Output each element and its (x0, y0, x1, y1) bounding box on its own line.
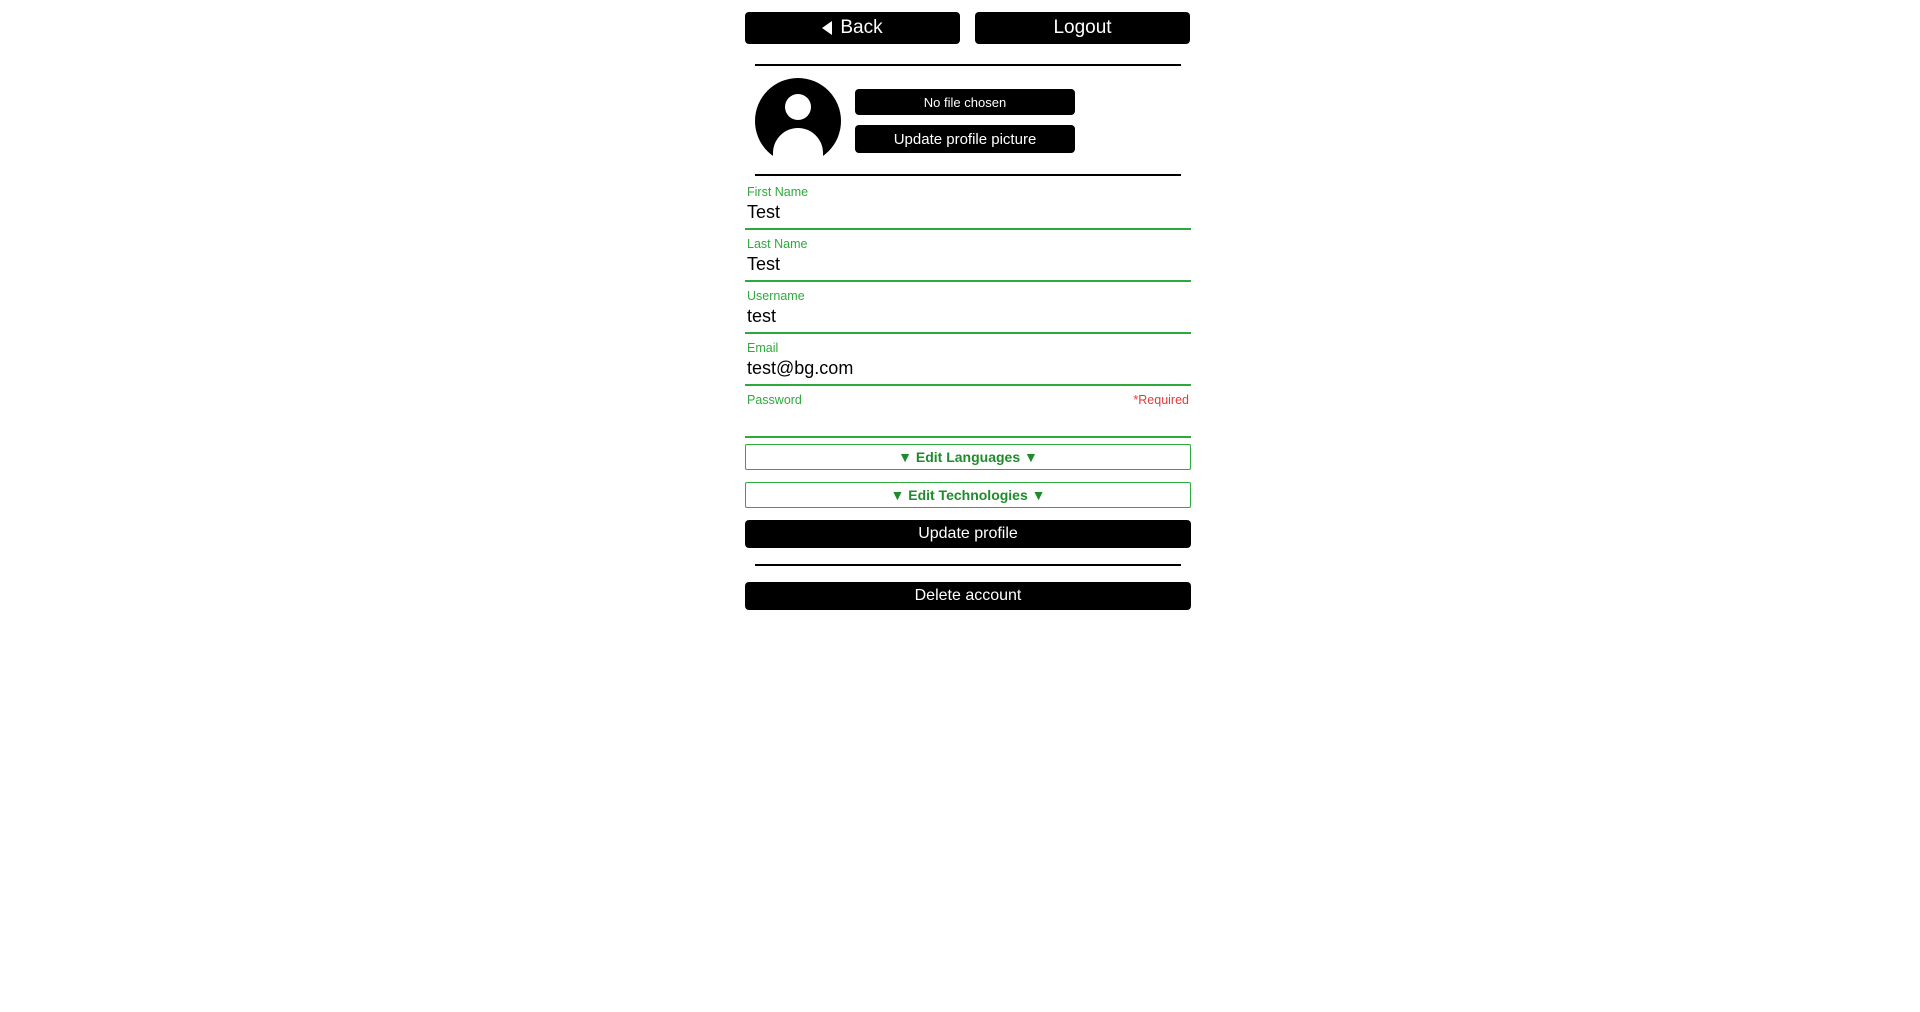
back-button[interactable] (745, 12, 960, 44)
back-button-label: Back (840, 17, 883, 38)
delete-account-label: Delete account (914, 587, 1022, 604)
update-profile-button[interactable] (745, 520, 1191, 548)
divider-bottom (755, 564, 1181, 566)
username-input[interactable] (745, 304, 1191, 334)
profile-page-container (745, 0, 1191, 610)
field-first-name (745, 184, 1191, 230)
profile-form (745, 176, 1191, 438)
edit-technologies-toggle[interactable] (745, 482, 1191, 508)
profile-picture-actions (855, 89, 1075, 153)
file-status-label: No file chosen (923, 94, 1007, 110)
field-email (745, 340, 1191, 386)
field-label-username: Username (747, 289, 805, 303)
logout-button-label: Logout (1053, 17, 1112, 38)
edit-languages-label: ▼ Edit Languages ▼ (898, 449, 1038, 465)
field-label-first-name: First Name (747, 185, 809, 199)
delete-account-button[interactable] (745, 582, 1191, 610)
avatar-head (785, 94, 811, 120)
user-avatar-icon (755, 78, 841, 164)
edit-languages-toggle[interactable] (745, 444, 1191, 470)
triangle-left-icon (822, 21, 832, 35)
field-username (745, 288, 1191, 334)
field-label-last-name: Last Name (747, 237, 808, 251)
top-action-row (745, 0, 1191, 44)
edit-technologies-label: ▼ Edit Technologies ▼ (890, 487, 1046, 503)
update-profile-picture-label: Update profile picture (893, 130, 1037, 148)
email-input[interactable] (745, 356, 1191, 386)
profile-picture-section (745, 66, 1191, 174)
last-name-input[interactable] (745, 252, 1191, 282)
avatar-body (773, 128, 823, 170)
field-label-password: Password (747, 393, 802, 407)
choose-file-button[interactable] (855, 89, 1075, 115)
field-label-email: Email (747, 341, 779, 355)
logout-button[interactable] (975, 12, 1190, 44)
password-required-note: *Required (1133, 393, 1189, 407)
first-name-input[interactable] (745, 200, 1191, 230)
update-profile-label: Update profile (918, 525, 1018, 542)
field-last-name (745, 236, 1191, 282)
field-password (745, 392, 1191, 438)
password-input[interactable] (745, 408, 1191, 438)
update-profile-picture-button[interactable] (855, 125, 1075, 153)
